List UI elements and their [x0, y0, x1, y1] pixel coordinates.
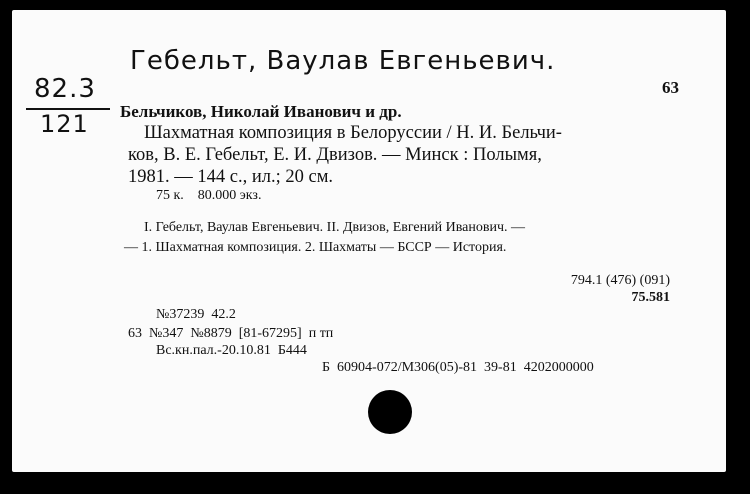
registration-line-1: №37239 42.2 — [156, 307, 236, 322]
tracing-line-1: I. Гебельт, Ваулав Евгеньевич. II. Двизов, Евгений Иванович. — — [144, 220, 525, 235]
author-heading: Бельчиков, Николай Иванович и др. — [120, 102, 402, 121]
registration-line-2: 63 №347 №8879 [81-67295] п тп — [128, 326, 334, 341]
udc-index: 794.1 (476) (091) — [570, 273, 670, 288]
title-line-3: 1981. — 144 с., ил.; 20 см. — [128, 167, 334, 187]
price-print-run: 75 к. 80.000 экз. — [156, 188, 262, 203]
title-line-2: ков, В. Е. Гебельт, Е. И. Двизов. — Минск : Полымя, — [128, 145, 542, 165]
registration-line-3: Вс.кн.пал.-20.10.81 Б444 — [156, 343, 307, 358]
registration-line-4: Б 60904-072/М306(05)-81 39-81 4202000000 — [322, 360, 594, 375]
bbk-index: 75.581 — [631, 290, 670, 305]
handwritten-author-name: Гебельт, Ваулав Евгеньевич. — [130, 46, 556, 76]
shelf-mark-bottom: 121 — [40, 110, 89, 138]
card-number: 63 — [662, 78, 679, 97]
catalog-card — [12, 10, 726, 472]
card-punch-hole — [368, 390, 412, 434]
title-line-1: Шахматная композиция в Белоруссии / Н. И. Бельчи- — [144, 123, 562, 143]
tracing-line-2: — 1. Шахматная композиция. 2. Шахматы — БССР — История. — [124, 240, 507, 255]
shelf-mark-top: 82.3 — [34, 74, 96, 104]
